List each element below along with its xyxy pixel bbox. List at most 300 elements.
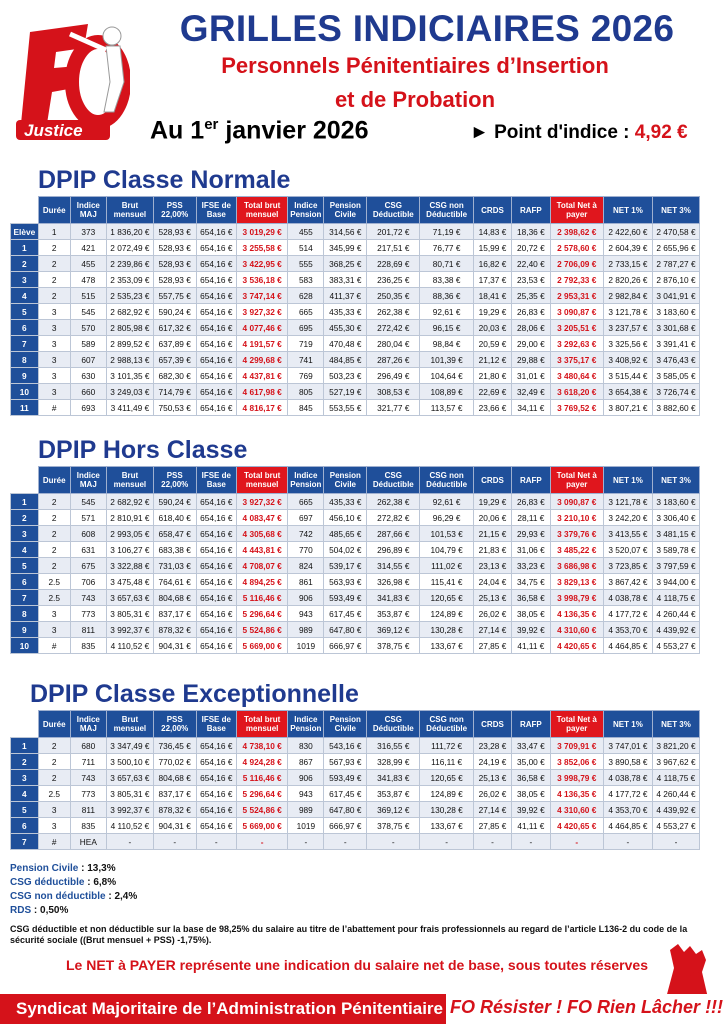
table-cell: 770,02 € [153,754,196,770]
table-cell: 3 322,88 € [106,558,153,574]
table-cell: 617,32 € [153,320,196,336]
table-cell: 5 669,00 € [237,638,288,654]
header-corner [11,197,39,224]
echelon-cell: 4 [11,786,39,802]
table-cell: 539,17 € [324,558,367,574]
table-cell: 316,55 € [367,738,420,754]
table-cell: 2 535,23 € [106,288,153,304]
table-cell: 4 077,46 € [237,320,288,336]
table-cell: 3 481,15 € [652,526,699,542]
table-cell: 3 520,07 € [603,542,652,558]
table-cell: 3 183,60 € [652,304,699,320]
table-cell: 3 585,05 € [652,368,699,384]
table-cell: 296,49 € [367,368,420,384]
table-cell: 4 110,52 € [106,638,153,654]
table-cell: 3 476,43 € [652,352,699,368]
table-cell: 96,15 € [420,320,473,336]
table-cell: 736,45 € [153,738,196,754]
table-cell: 130,28 € [420,802,473,818]
table-cell: 4 136,35 € [550,786,603,802]
table-cell: 34,11 € [512,400,550,416]
table-cell: 26,83 € [512,494,550,510]
table-cell: 3 805,31 € [106,606,153,622]
table-cell: 3 [38,622,70,638]
table-cell: 4 439,92 € [652,622,699,638]
table-cell: 805 [288,384,324,400]
table-cell: 590,24 € [153,494,196,510]
table-cell: 3 [38,384,70,400]
table-cell: 3 747,01 € [603,738,652,754]
section-title-classe-normale: DPIP Classe Normale [38,166,291,194]
column-header: IFSE de Base [196,197,237,224]
table-cell: 250,35 € [367,288,420,304]
table-row [11,786,700,802]
echelon-cell: 3 [11,770,39,786]
table-cell: 124,89 € [420,606,473,622]
table-cell: 5 116,46 € [237,770,288,786]
table-cell: 4 305,68 € [237,526,288,542]
table-cell: 824 [288,558,324,574]
header-corner [11,467,39,494]
table-cell: 2 604,39 € [603,240,652,256]
table-cell: 3 301,68 € [652,320,699,336]
table-row [11,622,700,638]
table-row [11,368,700,384]
table-cell: 654,16 € [196,558,237,574]
table-cell: 2 353,09 € [106,272,153,288]
table-cell: 31,01 € [512,368,550,384]
table-cell: 2 805,98 € [106,320,153,336]
legend-pension-civile: Pension Civile : 13,3% [10,863,116,874]
table-cell: 660 [70,384,106,400]
column-header: Indice Pension [288,467,324,494]
table-cell: 4 191,57 € [237,336,288,352]
table-cell: 503,23 € [324,368,367,384]
table-cell: 5 116,46 € [237,590,288,606]
table-cell: 4 464,85 € [603,818,652,834]
table-cell: 32,49 € [512,384,550,400]
table-cell: - [603,834,652,850]
table-cell: 741 [288,352,324,368]
table-cell: 2 [38,754,70,770]
table-cell: 2 820,26 € [603,272,652,288]
table-cell: 654,16 € [196,818,237,834]
table-cell: 682,30 € [153,368,196,384]
table-cell: 20,72 € [512,240,550,256]
table-cell: 5 524,86 € [237,622,288,638]
table-cell: 29,93 € [512,526,550,542]
table-cell: 3 589,78 € [652,542,699,558]
table-cell: 353,87 € [367,786,420,802]
table-cell: 27,14 € [473,622,511,638]
header-corner [11,711,39,738]
table-cell: 20,03 € [473,320,511,336]
table-cell: 38,05 € [512,786,550,802]
column-header: CRDS [473,197,511,224]
legend-csg-non-deductible: CSG non déductible : 2,4% [10,891,138,902]
table-cell: - [153,834,196,850]
column-header: Indice MAJ [70,197,106,224]
table-cell: 769 [288,368,324,384]
table-cell: 764,61 € [153,574,196,590]
table-cell: 3 [38,818,70,834]
table-cell: - [324,834,367,850]
column-header: Indice Pension [288,197,324,224]
table-cell: 38,05 € [512,606,550,622]
table-cell: 80,71 € [420,256,473,272]
column-header: Total Net à payer [550,711,603,738]
table-cell: 654,16 € [196,738,237,754]
table-row [11,336,700,352]
table-cell: # [38,400,70,416]
table-cell: 19,29 € [473,304,511,320]
table-cell: 3 090,87 € [550,304,603,320]
table-cell: 120,65 € [420,590,473,606]
table-cell: 835 [70,638,106,654]
table-cell: 3 480,64 € [550,368,603,384]
table-cell: 3 249,03 € [106,384,153,400]
table-cell: 5 296,64 € [237,786,288,802]
table-cell: 714,79 € [153,384,196,400]
table-cell: 2 072,49 € [106,240,153,256]
table-cell: 3 408,92 € [603,352,652,368]
table-cell: 3 411,49 € [106,400,153,416]
table-cell: 115,41 € [420,574,473,590]
echelon-cell: 7 [11,590,39,606]
column-header: NET 1% [603,197,652,224]
table-cell: 654,16 € [196,606,237,622]
column-header: Durée [38,467,70,494]
column-header: PSS 22,00% [153,711,196,738]
table-hors-classe [10,466,700,654]
table-cell: 5 296,64 € [237,606,288,622]
table-cell: 528,93 € [153,272,196,288]
table-cell: 28,06 € [512,320,550,336]
column-header: IFSE de Base [196,467,237,494]
table-cell: 654,16 € [196,400,237,416]
table-cell: 33,47 € [512,738,550,754]
table-cell: 2 398,62 € [550,224,603,240]
table-cell: 435,33 € [324,494,367,510]
table-cell: 654,16 € [196,590,237,606]
table-cell: 120,65 € [420,770,473,786]
table-cell: 773 [70,786,106,802]
table-cell: 2 578,60 € [550,240,603,256]
table-cell: 617,45 € [324,606,367,622]
table-cell: 654,16 € [196,526,237,542]
table-cell: 570 [70,320,106,336]
table-cell: 607 [70,352,106,368]
table-cell: 4 617,98 € [237,384,288,400]
table-cell: 478 [70,272,106,288]
table-cell: 101,53 € [420,526,473,542]
table-cell: 804,68 € [153,590,196,606]
column-header: PSS 22,00% [153,197,196,224]
table-cell: 3 657,63 € [106,770,153,786]
table-cell: 3 325,56 € [603,336,652,352]
table-cell: 4 299,68 € [237,352,288,368]
table-row [11,256,700,272]
table-row [11,304,700,320]
table-row [11,638,700,654]
footer-slogan: FO Résister ! FO Rien Lâcher !!! [450,997,724,1017]
table-cell: 3 475,48 € [106,574,153,590]
table-cell: 553,55 € [324,400,367,416]
echelon-cell: 7 [11,834,39,850]
table-cell: 113,57 € [420,400,473,416]
table-row [11,802,700,818]
table-cell: # [38,834,70,850]
table-cell: 654,16 € [196,622,237,638]
table-row [11,272,700,288]
table-cell: 98,84 € [420,336,473,352]
table-cell: 3 797,59 € [652,558,699,574]
table-cell: 17,37 € [473,272,511,288]
echelon-cell: 9 [11,368,39,384]
table-cell: 3 255,58 € [237,240,288,256]
table-cell: 104,64 € [420,368,473,384]
column-header: CSG non Déductible [420,197,473,224]
echelon-cell: 5 [11,558,39,574]
table-cell: 3 709,91 € [550,738,603,754]
table-cell: 1019 [288,638,324,654]
table-cell: 654,16 € [196,494,237,510]
table-cell: 321,77 € [367,400,420,416]
footer-banner [0,994,724,1024]
table-cell: 4 738,10 € [237,738,288,754]
table-cell: 593,49 € [324,590,367,606]
table-cell: 435,33 € [324,304,367,320]
table-cell: - [652,834,699,850]
table-classe-exceptionnelle [10,710,700,850]
table-cell: 837,17 € [153,786,196,802]
table-cell: 2.5 [38,590,70,606]
table-cell: 3 852,06 € [550,754,603,770]
echelon-cell: 3 [11,526,39,542]
table-cell: 20,06 € [473,510,511,526]
table-cell: 1019 [288,818,324,834]
table-cell: 2.5 [38,786,70,802]
table-cell: 21,15 € [473,526,511,542]
table-cell: 236,25 € [367,272,420,288]
table-cell: 654,16 € [196,352,237,368]
table-cell: 36,58 € [512,770,550,786]
table-cell: 2 953,31 € [550,288,603,304]
table-row [11,384,700,400]
column-header: PSS 22,00% [153,467,196,494]
table-cell: 2 876,10 € [652,272,699,288]
table-cell: 27,85 € [473,638,511,654]
table-cell: 23,53 € [512,272,550,288]
table-cell: 654,16 € [196,384,237,400]
table-cell: 133,67 € [420,638,473,654]
table-cell: 314,56 € [324,224,367,240]
column-header: Pension Civile [324,197,367,224]
table-cell: 296,89 € [367,542,420,558]
table-cell: - [550,834,603,850]
table-cell: 567,93 € [324,754,367,770]
table-cell: 39,92 € [512,802,550,818]
echelon-cell: 11 [11,400,39,416]
table-cell: 455,30 € [324,320,367,336]
column-header: Indice Pension [288,711,324,738]
table-cell: 23,13 € [473,558,511,574]
table-cell: 24,19 € [473,754,511,770]
table-cell: 683,38 € [153,542,196,558]
column-header: Brut mensuel [106,467,153,494]
table-cell: 695 [288,320,324,336]
table-cell: 2 [38,288,70,304]
table-cell: 14,83 € [473,224,511,240]
column-header: Durée [38,197,70,224]
table-cell: 116,11 € [420,754,473,770]
table-cell: 3 [38,352,70,368]
table-cell: 4 310,60 € [550,622,603,638]
raised-fist-icon [656,938,722,998]
table-cell: 27,85 € [473,818,511,834]
column-header: Total Net à payer [550,467,603,494]
echelon-cell: 6 [11,320,39,336]
column-header: Brut mensuel [106,711,153,738]
table-cell: 654,16 € [196,574,237,590]
table-cell: 654,16 € [196,770,237,786]
table-cell: 3 821,20 € [652,738,699,754]
column-header: NET 3% [652,711,699,738]
table-cell: 4 894,25 € [237,574,288,590]
table-cell: 2 792,33 € [550,272,603,288]
net-a-payer-note: Le NET à PAYER représente une indication du salaire net de base, sous toutes réserves [66,957,648,973]
table-cell: 4 439,92 € [652,802,699,818]
echelon-cell: 3 [11,272,39,288]
table-cell: 811 [70,802,106,818]
table-cell: 29,00 € [512,336,550,352]
table-cell: 743 [70,590,106,606]
table-cell: 22,69 € [473,384,511,400]
table-cell: 666,97 € [324,818,367,834]
table-cell: 3 867,42 € [603,574,652,590]
table-cell: 528,93 € [153,256,196,272]
table-cell: 742 [288,526,324,542]
table-cell: 41,11 € [512,818,550,834]
table-cell: 593,49 € [324,770,367,786]
table-cell: - [106,834,153,850]
table-cell: - [420,834,473,850]
table-cell: 647,80 € [324,802,367,818]
table-cell: 353,87 € [367,606,420,622]
column-header: CSG non Déductible [420,711,473,738]
table-cell: 545 [70,494,106,510]
table-cell: 904,31 € [153,638,196,654]
table-cell: - [512,834,550,850]
table-cell: 101,39 € [420,352,473,368]
table-cell: 943 [288,606,324,622]
table-cell: - [237,834,288,850]
table-cell: 4 924,28 € [237,754,288,770]
table-cell: 3 106,27 € [106,542,153,558]
table-cell: 706 [70,574,106,590]
legend-rds: RDS : 0,50% [10,905,69,916]
table-cell: 3 [38,320,70,336]
table-cell: 2 [38,738,70,754]
table-cell: 19,29 € [473,494,511,510]
table-cell: 133,67 € [420,818,473,834]
table-cell: 3 019,29 € [237,224,288,240]
table-cell: 27,14 € [473,802,511,818]
echelon-cell: 10 [11,638,39,654]
table-cell: 3 205,51 € [550,320,603,336]
column-header: RAFP [512,467,550,494]
table-cell: 345,99 € [324,240,367,256]
table-cell: 23,28 € [473,738,511,754]
table-cell: 228,69 € [367,256,420,272]
table-cell: 3 121,78 € [603,304,652,320]
table-cell: 3 090,87 € [550,494,603,510]
table-cell: 590,24 € [153,304,196,320]
table-cell: 3 927,32 € [237,304,288,320]
table-cell: 21,83 € [473,542,511,558]
echelon-cell: 6 [11,574,39,590]
table-cell: 555 [288,256,324,272]
table-cell: 3 536,18 € [237,272,288,288]
echelon-cell: 1 [11,494,39,510]
table-cell: 88,36 € [420,288,473,304]
table-cell: 697 [288,510,324,526]
table-cell: 2 [38,558,70,574]
table-cell: 411,37 € [324,288,367,304]
table-cell: 867 [288,754,324,770]
page-subtitle-line2: et de Probation [334,87,496,112]
echelon-cell: 5 [11,802,39,818]
table-cell: 543,16 € [324,738,367,754]
table-cell: 22,40 € [512,256,550,272]
table-cell: 39,92 € [512,622,550,638]
table-cell: 2 239,86 € [106,256,153,272]
table-cell: 4 118,75 € [652,590,699,606]
table-cell: 504,02 € [324,542,367,558]
table-cell: 124,89 € [420,786,473,802]
table-cell: 654,16 € [196,802,237,818]
echelon-cell: 1 [11,738,39,754]
table-cell: 2 682,92 € [106,494,153,510]
page-subtitle-line1: Personnels Pénitentiaires d’Insertion [221,53,609,78]
page-title: GRILLES INDICIAIRES 2026 [179,8,675,49]
table-cell: 835 [70,818,106,834]
table-cell: 4 136,35 € [550,606,603,622]
table-cell: 23,66 € [473,400,511,416]
table-cell: 368,25 € [324,256,367,272]
table-cell: 3 882,60 € [652,400,699,416]
table-cell: 92,61 € [420,494,473,510]
table-cell: 811 [70,622,106,638]
table-cell: 3 210,10 € [550,510,603,526]
table-cell: 29,88 € [512,352,550,368]
table-cell: 711 [70,754,106,770]
table-cell: 262,38 € [367,494,420,510]
table-cell: 455 [288,224,324,240]
table-row [11,770,700,786]
section-title-hors-classe: DPIP Hors Classe [38,436,248,464]
table-cell: 3 992,37 € [106,622,153,638]
table-cell: 528,93 € [153,224,196,240]
table-cell: 654,16 € [196,288,237,304]
table-cell: 906 [288,590,324,606]
table-cell: 92,61 € [420,304,473,320]
echelon-cell: 9 [11,622,39,638]
table-cell: 201,72 € [367,224,420,240]
table-cell: 3 515,44 € [603,368,652,384]
table-cell: 26,02 € [473,786,511,802]
table-cell: 654,16 € [196,754,237,770]
